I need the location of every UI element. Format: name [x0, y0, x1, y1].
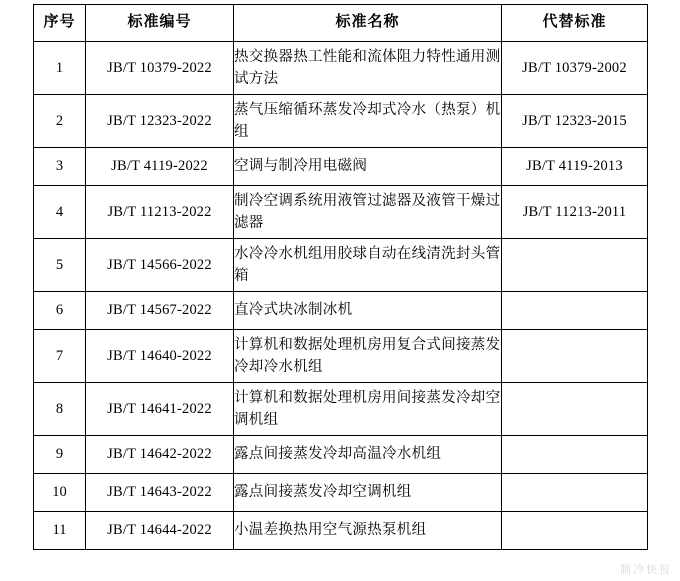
cell-replaces — [502, 474, 648, 512]
cell-replaces — [502, 292, 648, 330]
cell-code: JB/T 14643-2022 — [86, 474, 234, 512]
cell-code: JB/T 14644-2022 — [86, 512, 234, 550]
table-row — [34, 148, 648, 186]
table-row — [34, 383, 648, 436]
cell-seq: 2 — [34, 95, 86, 148]
cell-name: 空调与制冷用电磁阀 — [234, 148, 502, 186]
table-row — [34, 292, 648, 330]
cell-name: 露点间接蒸发冷却高温冷水机组 — [234, 436, 502, 474]
table-row — [34, 474, 648, 512]
cell-name: 计算机和数据处理机房用间接蒸发冷却空调机组 — [234, 383, 502, 436]
cell-seq: 4 — [34, 186, 86, 239]
cell-seq: 10 — [34, 474, 86, 512]
cell-seq: 11 — [34, 512, 86, 550]
table-row — [34, 512, 648, 550]
table-row — [34, 186, 648, 239]
cell-replaces: JB/T 10379-2002 — [502, 42, 648, 95]
cell-name: 直冷式块冰制冰机 — [234, 292, 502, 330]
column-header-seq: 序号 — [34, 5, 86, 42]
cell-seq: 8 — [34, 383, 86, 436]
cell-replaces — [502, 239, 648, 292]
cell-replaces — [502, 512, 648, 550]
cell-replaces — [502, 383, 648, 436]
cell-seq: 1 — [34, 42, 86, 95]
column-header-replaces: 代替标准 — [502, 5, 648, 42]
standards-table — [33, 4, 648, 550]
cell-name: 制冷空调系统用液管过滤器及液管干燥过滤器 — [234, 186, 502, 239]
cell-replaces: JB/T 11213-2011 — [502, 186, 648, 239]
cell-seq: 9 — [34, 436, 86, 474]
cell-code: JB/T 10379-2022 — [86, 42, 234, 95]
table-header-row — [34, 5, 648, 42]
cell-replaces — [502, 330, 648, 383]
column-header-code: 标准编号 — [86, 5, 234, 42]
cell-name: 蒸气压缩循环蒸发冷却式冷水（热泵）机组 — [234, 95, 502, 148]
cell-seq: 3 — [34, 148, 86, 186]
cell-replaces: JB/T 12323-2015 — [502, 95, 648, 148]
cell-code: JB/T 14640-2022 — [86, 330, 234, 383]
cell-name: 计算机和数据处理机房用复合式间接蒸发冷却冷水机组 — [234, 330, 502, 383]
cell-name: 水冷冷水机组用胶球自动在线清洗封头管箱 — [234, 239, 502, 292]
cell-code: JB/T 14641-2022 — [86, 383, 234, 436]
cell-code: JB/T 12323-2022 — [86, 95, 234, 148]
table-row — [34, 436, 648, 474]
cell-code: JB/T 14642-2022 — [86, 436, 234, 474]
cell-seq: 5 — [34, 239, 86, 292]
cell-code: JB/T 14567-2022 — [86, 292, 234, 330]
table-row — [34, 239, 648, 292]
cell-name: 露点间接蒸发冷却空调机组 — [234, 474, 502, 512]
table-body — [34, 42, 648, 550]
cell-name: 小温差换热用空气源热泵机组 — [234, 512, 502, 550]
table-header — [34, 5, 648, 42]
cell-code: JB/T 4119-2022 — [86, 148, 234, 186]
cell-seq: 7 — [34, 330, 86, 383]
cell-code: JB/T 11213-2022 — [86, 186, 234, 239]
cell-code: JB/T 14566-2022 — [86, 239, 234, 292]
cell-replaces — [502, 436, 648, 474]
table-row — [34, 42, 648, 95]
document-page — [0, 4, 680, 581]
watermark: 制冷快报 — [620, 564, 672, 576]
column-header-name: 标准名称 — [234, 5, 502, 42]
table-row — [34, 95, 648, 148]
table-row — [34, 330, 648, 383]
cell-name: 热交换器热工性能和流体阻力特性通用测试方法 — [234, 42, 502, 95]
cell-seq: 6 — [34, 292, 86, 330]
cell-replaces: JB/T 4119-2013 — [502, 148, 648, 186]
